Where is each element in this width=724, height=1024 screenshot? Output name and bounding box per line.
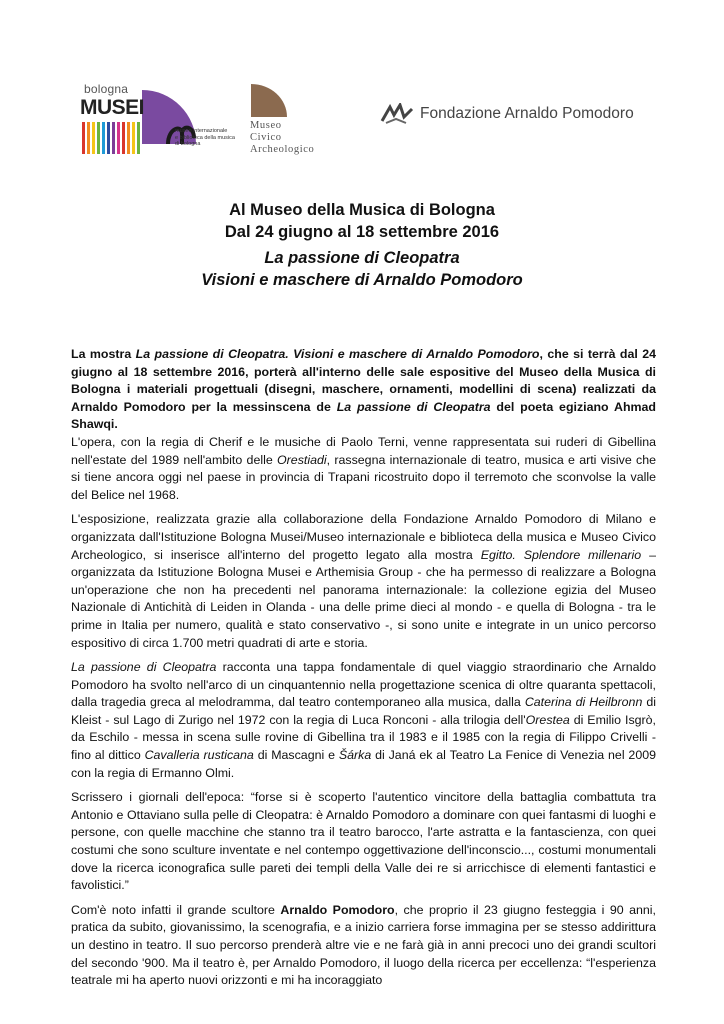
logo-bar xyxy=(117,122,120,154)
text-run: Scrissero i giornali dell'epoca: “forse si è scoperto l'autentico vincitore della battaglia combattuta tra Antonio e Ottaviano sulla pelle di Cleopatra: è Arnaldo Pomodoro a dominare con quei fantasmi di luoghi e persone, con quelle macchine che stanno tra il teatro barocco, l'arte astratta e la fantascienza, con quei costumi che sono sculture inventate e nel contempo oggettivazione dell'inconscio..., costumi monumentali dove la ricerca iconografica sulle pareti dei templi della Valle dei re si arricchisce di elementi fantastici e favolistici.” xyxy=(71,790,656,893)
archeo-arch-shape xyxy=(251,84,287,117)
paragraph-giornali xyxy=(71,789,656,895)
logo-bar xyxy=(122,122,125,154)
logo-bar xyxy=(92,122,95,154)
heading-line-1: Al Museo della Musica di Bologna xyxy=(229,201,495,219)
text-run: di Emilio Isgrò, da Eschilo - messa in scena sulle rovine di Gibellina tra il 1983 e il 1985 con la regia di Filippo Crivelli - fino al dittico xyxy=(71,712,656,763)
logo-caption-line: museo internazionale xyxy=(175,128,228,134)
archeo-line: Civico xyxy=(250,132,282,143)
logo-musei-text: MUSEI xyxy=(80,96,145,119)
paragraph-scultore xyxy=(71,902,656,990)
archeo-name xyxy=(250,120,314,156)
text-run: , rassegna internazionale di teatro, musica e arti visive che si tiene ancora oggi nel paese in provincia di Trapani ricostruito dopo il terremoto che sconvolse la valle del Belice nel 1968. xyxy=(71,452,656,502)
text-run-italic: Orestea xyxy=(525,712,570,727)
logo-caption xyxy=(175,128,245,148)
logo-bar xyxy=(127,122,130,154)
text-run: del poeta egiziano Ahmad Shawqi. xyxy=(71,399,656,432)
heading-line-4: Visioni e maschere di Arnaldo Pomodoro xyxy=(201,271,523,289)
text-run-italic: La passione di Cleopatra. Visioni e maschere di Arnaldo Pomodoro xyxy=(135,347,540,361)
logo-bar xyxy=(82,122,85,154)
text-run-italic: Orestiadi xyxy=(277,452,327,467)
heading-line-3: La passione di Cleopatra xyxy=(264,249,460,267)
text-run: – organizzata da Istituzione Bologna Musei e Arthemisia Group - che ha permesso di realizzare a Bologna un'operazione che non ha precedenti nel panorama internazionale: la collezione egizia del Museo Nazionale di Antichità di Leiden in Olanda - una delle prime dieci al mondo - e quella di Bologna - tra le prime in Italia per numero, qualità e stato conservativo -, si sono unite e integrate in un unico percorso espositivo di circa 1.700 metri quadrati di arte e storia. xyxy=(71,547,656,650)
logo-bar xyxy=(112,122,115,154)
archeo-line: Archeologico xyxy=(250,144,315,155)
text-run-italic: La passione di Cleopatra xyxy=(71,660,217,675)
fondazione-label: Fondazione Arnaldo Pomodoro xyxy=(420,105,634,122)
logo-caption-line: e biblioteca della musica xyxy=(175,134,235,141)
text-run: racconta una tappa fondamentale di quel viaggio straordinario che Arnaldo Pomodoro ha svolto nell'arco di un cinquantennio nella progettazione scenica di oltre quaranta spettacoli, dalla tragedia greca al melodramma, dal teatro contemporaneo alla musica, dalla xyxy=(71,660,657,710)
logo-bar xyxy=(102,122,105,154)
heading-block xyxy=(0,199,724,291)
paragraph-viaggio xyxy=(71,659,656,782)
text-run: L'opera, con la regia di Cherif e le musiche di Paolo Terni, venne rappresentata sui ruderi di Gibellina nell'estate del 1989 nell'ambito delle xyxy=(71,434,656,467)
text-run-italic: Cavalleria rusticana xyxy=(144,748,254,763)
logo-bar xyxy=(107,122,110,154)
paragraph-opera xyxy=(71,434,656,504)
logo-bar xyxy=(97,122,100,154)
text-run: di Kleist - sul Lago di Zurigo nel 1972 con la regia di Luca Ronconi - alla trilogia dell' xyxy=(71,695,656,727)
paragraph-intro xyxy=(71,346,656,434)
museo-civico-archeologico-logo xyxy=(248,84,348,154)
logo-color-bars xyxy=(82,122,140,154)
text-run: Com'è noto infatti il grande scultore xyxy=(71,902,281,917)
text-run: , che proprio il 23 giugno festeggia i 90 anni, pratica da subito, giovanissimo, la scenografia, e a inizio carriera forse immagina per se stesso addirittura un destino in teatro. Il suo percorso prenderà altre vie e ne farà già in anni precoci uno dei grandi scultori del secondo '900. Ma il teatro è, per Arnaldo Pomodoro, il luogo della ricerca per eccellenza: “l'esperienza teatrale mi ha aperto nuovi orizzonti e mi ha incoraggiato xyxy=(71,902,656,988)
text-run-italic: Šárka xyxy=(338,748,372,763)
text-run: , che si terrà dal 24 giugno al 18 settembre 2016, porterà all'interno delle sale espositive del Museo della Musica di Bologna i materiali progettuali (disegni, maschere, ornamenti, modellini di scena) realizzati da Arnaldo Pomodoro per la messinscena de xyxy=(71,347,657,414)
text-run-italic: Caterina di Heilbronn xyxy=(524,695,643,710)
heading-line-2: Dal 24 giugno al 18 settembre 2016 xyxy=(224,223,500,241)
text-run: L'esposizione, realizzata grazie alla collaborazione della Fondazione Arnaldo Pomodoro di Milano e organizzata dall'Istituzione Bologna Musei/Museo internazionale e biblioteca della musica e Museo Civico Archeologico, si inserisce all'interno del progetto legato alla mostra xyxy=(71,512,656,562)
logo-caption-line: di bologna xyxy=(175,141,201,147)
text-run-italic: Egitto. Splendore millenario xyxy=(480,547,642,562)
logo-bar xyxy=(137,122,140,154)
logo-bar xyxy=(87,122,90,154)
text-run: La mostra xyxy=(71,347,136,361)
text-run: di Mascagni e xyxy=(253,748,339,763)
body-text xyxy=(71,346,656,997)
text-run-bold: Arnaldo Pomodoro xyxy=(280,902,395,917)
fondazione-pomodoro-logo xyxy=(380,103,634,125)
logo-city-text: bologna xyxy=(84,82,129,96)
logo-bar xyxy=(132,122,135,154)
fondazione-mark-icon xyxy=(380,103,414,125)
archeo-line: Museo xyxy=(250,120,282,131)
bologna-musei-logo xyxy=(80,82,235,157)
paragraph-esposizione xyxy=(71,511,656,652)
text-run-italic: La passione di Cleopatra xyxy=(336,399,491,414)
text-run: di Janá ek al Teatro La Fenice di Venezia nel 2009 con la regia di Ermanno Olmi. xyxy=(71,748,656,780)
